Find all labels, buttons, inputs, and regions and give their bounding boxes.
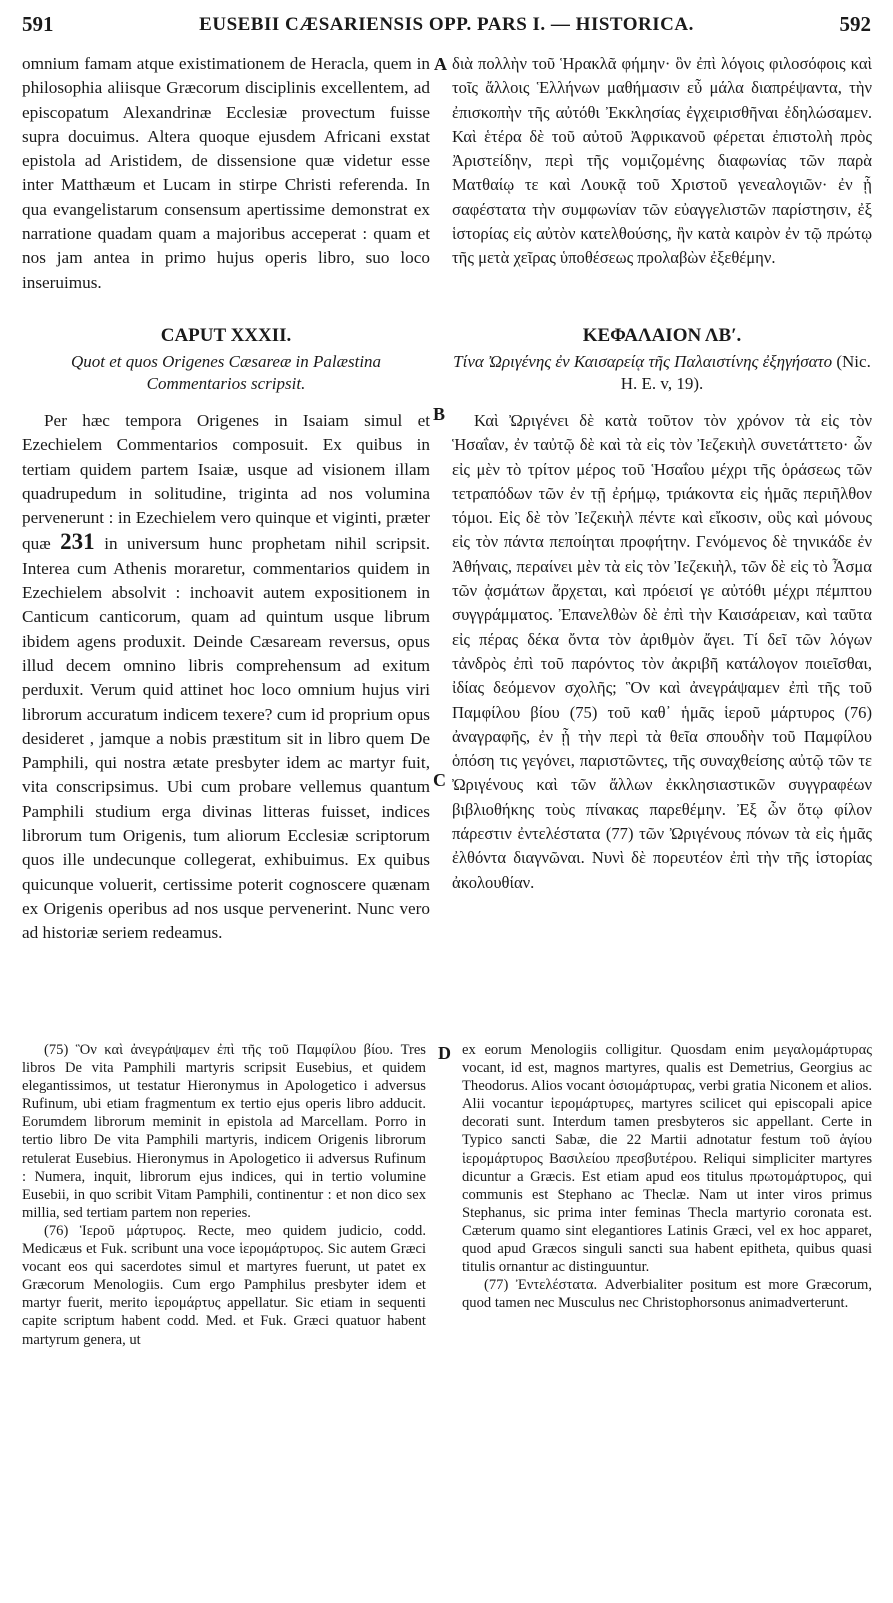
footnote-75: (75) Ὃν καὶ ἀνεγράψαμεν ἐπὶ τῆς τοῦ Παμφίλου βίου. Tres libros De vita Pamphili martyris scripsit Eusebius, et quidem elegantissimos, ut testatur Hieronymus in Apologetico i adversus Rufinum, ubi etiam fragmentum ex tertio ejus operis libro adducit. Eorumdem librorum meminit in epistola ad Marcellam. Porro in tertio libro De vita Pamphili martyris, indicem Origenis librorum retulerat Eusebius. Hieronymus in Apologetico ii adversus Rufinum : Numera, inquit, librorum ejus indices, qui in tertio volumine Eusebii, in quo scribit Vitam Pamphili, continentur : et non dico sex millia, sed tertiam partem non reperies.: [22, 1042, 426, 1221]
running-title: EUSEBII CÆSARIENSIS OPP. PARS I. — HISTORICA.: [199, 14, 694, 35]
chapter-subtitle-latin: Quot et quos Origenes Cæsareæ in Palæstina Commentarios scripsit.: [70, 352, 382, 393]
footnote-76-continued: ex eorum Menologiis colligitur. Quosdam enim μεγαλομάρτυρας vocant, id est, magnos martyres, qualis est Demetrius, Georgius ac Theodorus. Alios vocant ὁσιομάρτυρας, verbi gratia Niconem et alios. Alii vocantur ἱερομάρτυρες, martyres scilicet qui episcopali apice decorati sunt. Interdum tamen presbyteros sic appellant. Certe in Typico sancti Sabæ, die 22 Martii adnotatur festum τοῦ ἁγίου ἱερομάρτυρος Βασιλείου πρεσβυτέρου. Reliqui simpliciter martyres dicuntur a Græcis. Est etiam apud eos titulus πρωτομάρτυρος, qui communis est Stephano ac Theclæ. Nam ut inter viros primus Stephanus, sic prima inter feminas Thecla martyrio coronata est. Cæterum quamo sint elegantiores Latinis Græci, vel ex hoc apparet, quod apud Græcos singuli sancti sua habent epitheta, quibus quasi titulis ornantur ac distinguuntur.: [462, 1042, 872, 1276]
greek-paragraph-main: Καὶ Ὠριγένει δὲ κατὰ τοῦτον τὸν χρόνον τὰ εἰς τὸν Ἡσαΐαν, ἐν ταὐτῷ δὲ καὶ τὰ εἰς τὸν Ἰεζεκιὴλ συνετάττετο· ὧν εἰς μὲν τὸ τρίτον μέρος τοῦ Ἡσαΐου μέχρι τῆς ὁράσεως τῶν τετραπόδων τῶν ἐν τῇ ἐρήμῳ, τριάκοντα εἰς ἡμᾶς περιῆλθον τόμοι. Εἰς δὲ τὸν Ἰεζεκιὴλ πέντε καὶ εἴκοσιν, οὓς καὶ μόνους εἰς τὸν πάντα πεποίηται προφήτην. Γενόμενος δὲ τηνικάδε ἐν Ἀθήναις, περαίνει μὲν τὰ εἰς τὸν Ἰεζεκιὴλ, τῶν δὲ εἰς τὸ Ἆσμα τῶν ᾀσμάτων ἄρχεται, καὶ πρόεισί γε αὐτόθι μέχρι πέμπτου συγγράμματος. Ἐπανελθὼν δὲ ἐπὶ τὴν Καισάρειαν, καὶ ταῦτα εἰς πέρας δέκα ὄντα τὸν ἀριθμὸν ἄγει. Τί δεῖ τῶν λόγων τἀνδρὸς ἐπὶ τοῦ παρόντος τὸν ἀκριβῆ κατάλογον ποιεῖσθαι, ἰδίας δεόμενον σχολῆς; Ὃν καὶ ἀνεγράψαμεν ἐπὶ τῆς τοῦ Παμφίλου βίου (75) τοῦ καθ᾽ ἡμᾶς ἱεροῦ μάρτυρος (76) ἀναγραφῆς, ἐν ᾗ τὴν περὶ τὰ θεῖα σπουδὴν τοῦ Παμφίλου ὁπόση τις γεγόνει, παριστῶντες, τῆς συναχθείσης αὐτῷ τῶν τε Ὠριγένους καὶ τῶν ἄλλων ἐκκλησιαστικῶν συγγραφέων βιβλιοθήκης τοὺς πίνακας παρεθέμην. Ἐξ ὧν ὅτῳ φίλον πάρεστιν ἐντελέστατα (77) τῶν Ὠριγένους πόνων τὰ εἰς ἡμᾶς ἐλθόντα διαγνῶναι. Νυνὶ δὲ πορευτέον ἐπὶ τὴν τῆς ἱστορίας ἀκολουθίαν.: [452, 411, 872, 892]
page-number-left: 591: [22, 12, 54, 36]
latin-main-part-2: in universum hunc prophetam nihil scripsit. Interea cum Athenis moraretur, commentarios quidem in Ezechielem absolvit : inchoavit autem expositionem in Canticum canticorum, quam ad quintum usque librum ibidem agens produxit. Deinde Cæsaream reversus, opus illud decem omnino libris comprehensum ad exitum perduxit. Verum quid attinet hoc loco omnium hujus viri librorum accuratum indicem texere? cum id proprium opus desideret , jamque a nobis præstitum sit in libro quem De Pamphili, qui nostra ætate presbyter idem ac martyr fuit, vita conscripsimus. Ubi cum probare vellemus quantum Pamphili studium erga divinas litteras fuisset, indices librorum tum Origenis, tum aliorum Ecclesiæ scriptorum quos ille undecunque collegerat, exhibuimus. Ex quibus quicunque voluerit, certissime poterit cognoscere quænam ex Origenis operibus ad nos usque pervenerint. Nunc vero ad historiæ seriem redeamus.: [22, 534, 431, 943]
footnotes-left: [22, 1041, 426, 1349]
running-header: [22, 12, 871, 40]
margin-marker-c: C: [433, 770, 446, 790]
chapter-subtitle-greek-text: Τίνα Ὠριγένης ἐν Καισαρείᾳ τῆς Παλαιστίνης ἐξηγήσατο: [453, 352, 833, 371]
chapter-heading-latin: CAPUT XXXII.: [160, 325, 292, 346]
page-number-right: 592: [839, 12, 871, 36]
latin-paragraph-main: [22, 409, 430, 946]
chapter-heading-greek: ΚΕΦΑΛΑΙΟΝ ΛΒʹ.: [582, 325, 742, 346]
margin-marker-a: A: [434, 54, 447, 74]
margin-marker-b: B: [433, 404, 446, 424]
greek-column-main: [452, 409, 872, 895]
greek-column-top: [452, 52, 872, 271]
footnote-77: (77) Ἐντελέστατα. Adverbialiter positum est more Græcorum, quod tamen nec Musculus nec Christophorsonus animadverterunt.: [462, 1277, 872, 1312]
latin-main-part-1: Per hæc tempora Origenes in Isaiam simul et Ezechielem Commentarios composuit. Ex quibus in tertiam quidem partem Isaiæ, usque ad visionem illam quadrupedum in solitudine, triginta ad nos volumina pervenerunt : in Ezechielem vero quinque et viginti, præter quæ: [22, 411, 430, 554]
greek-paragraph-top: διὰ πολλὴν τοῦ Ἡρακλᾶ φήμην· ὃν ἐπὶ λόγοις φιλοσόφοις καὶ τοῖς ἄλλοις Ἑλλήνων μαθήμασιν εὖ μάλα διαπρέψαντα, τὴν ἐπισκοπὴν τῆς αὐτόθι Ἐκκλησίας ἐγχειρισθῆναι ἐδηλώσαμεν. Καὶ ἑτέρα δὲ τοῦ αὐτοῦ Ἀφρικανοῦ φέρεται ἐπιστολὴ πρὸς Ἀριστείδην, περὶ τῆς νομιζομένης διαφωνίας τῶν παρὰ Ματθαίῳ τε καὶ Λουκᾷ τοῦ Χριστοῦ γενεαλογιῶν· ἐν ᾗ σαφέστατα τὴν συμφωνίαν τῶν εὐαγγελιστῶν παρίστησιν, ἐξ ἱστορίας εἰς αὐτὸν κατελθούσης, ἣν κατὰ καιρὸν ἐν τῷ πρώτῳ τῆς μετὰ χεῖρας ὑποθέσεως προλαβὼν ἐξεθέμην.: [452, 54, 872, 268]
footnote-76: (76) Ἱεροῦ μάρτυρος. Recte, meo quidem judicio, codd. Medicæus et Fuk. scribunt una voce ἱερομάρτυρος. Sic autem Græci vocant eos qui sacerdotes simul et martyres fuerunt, ut patet ex Græcorum Menologiis. Cum ergo Pamphilus presbyter idem et martyr fuerit, merito ἱερομάρτυς appellatur. Sic etiam in sequenti capite scriptum habent codd. Med. et Fuk. Græci quatuor habent martyrum genera, ut: [22, 1222, 426, 1348]
footnotes-right: [462, 1041, 872, 1312]
column-number-231: 231: [60, 529, 95, 555]
margin-marker-d: D: [438, 1043, 451, 1063]
chapter-subtitle-greek-ref: (Nic. H. E. v, 19).: [620, 352, 871, 393]
latin-column-main: [22, 409, 430, 946]
latin-paragraph-top: omnium famam atque existimationem de Heracla, quem in philosophia aliisque Græcorum disciplinis excellentem, ad episcopatum Alexandrinæ Ecclesiæ provectum fuisse supra docuimus. Altera quoque ejusdem Africani exstat epistola ad Aristidem, de dissensione quæ videtur esse inter Matthæum et Lucam in stirpe Christi referenda. In qua evangelistarum consensum apertissime demonstrat ex narratione quadam quam a majoribus acceperat : quam et nos jam antea in primo hujus operis libro, suo loco inseruimus.: [22, 54, 430, 292]
latin-column-top: [22, 52, 430, 295]
chapter-subtitle-greek: [452, 351, 872, 395]
